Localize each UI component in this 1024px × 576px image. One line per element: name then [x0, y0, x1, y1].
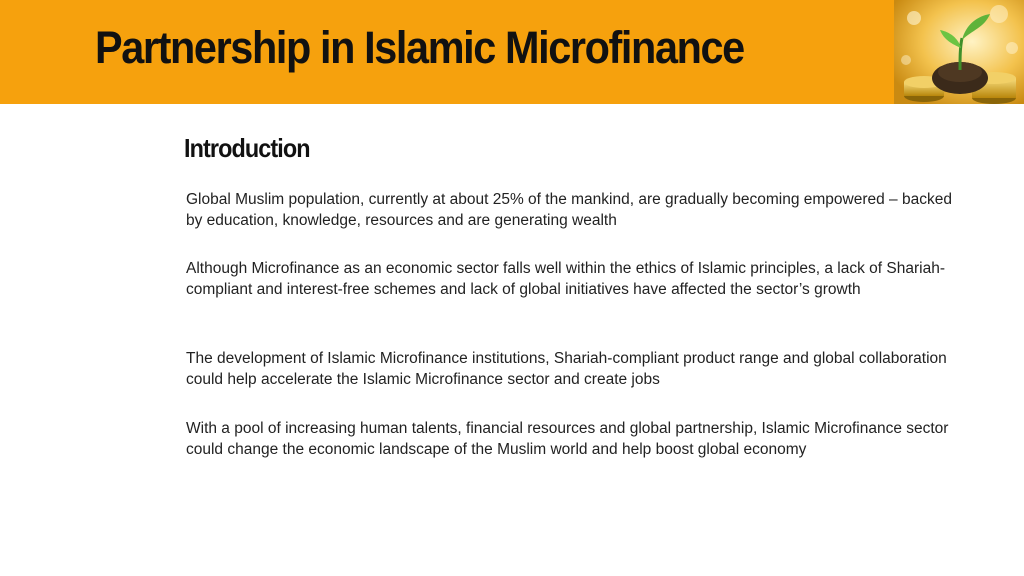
body-paragraph: Global Muslim population, currently at about 25% of the mankind, are gradually becoming empowered – backed by education, knowledge, resources and are generating wealth [186, 191, 952, 229]
slide-title: Partnership in Islamic Microfinance [95, 22, 744, 73]
coins-with-sprout-icon [894, 0, 1024, 104]
body-paragraph: Although Microfinance as an economic sector falls well within the ethics of Islamic principles, a lack of Shariah-compliant and interest-free schemes and lack of global initiatives have affected the sector’s growth [186, 260, 945, 298]
body-paragraph: With a pool of increasing human talents, financial resources and global partnership, Islamic Microfinance sector could change the economic landscape of the Muslim world and help boost global economy [186, 420, 949, 458]
body-paragraph: The development of Islamic Microfinance institutions, Shariah-compliant product range and global collaboration could help accelerate the Islamic Microfinance sector and create jobs [186, 350, 947, 388]
section-heading: Introduction [184, 133, 310, 163]
header-band [0, 0, 1024, 104]
